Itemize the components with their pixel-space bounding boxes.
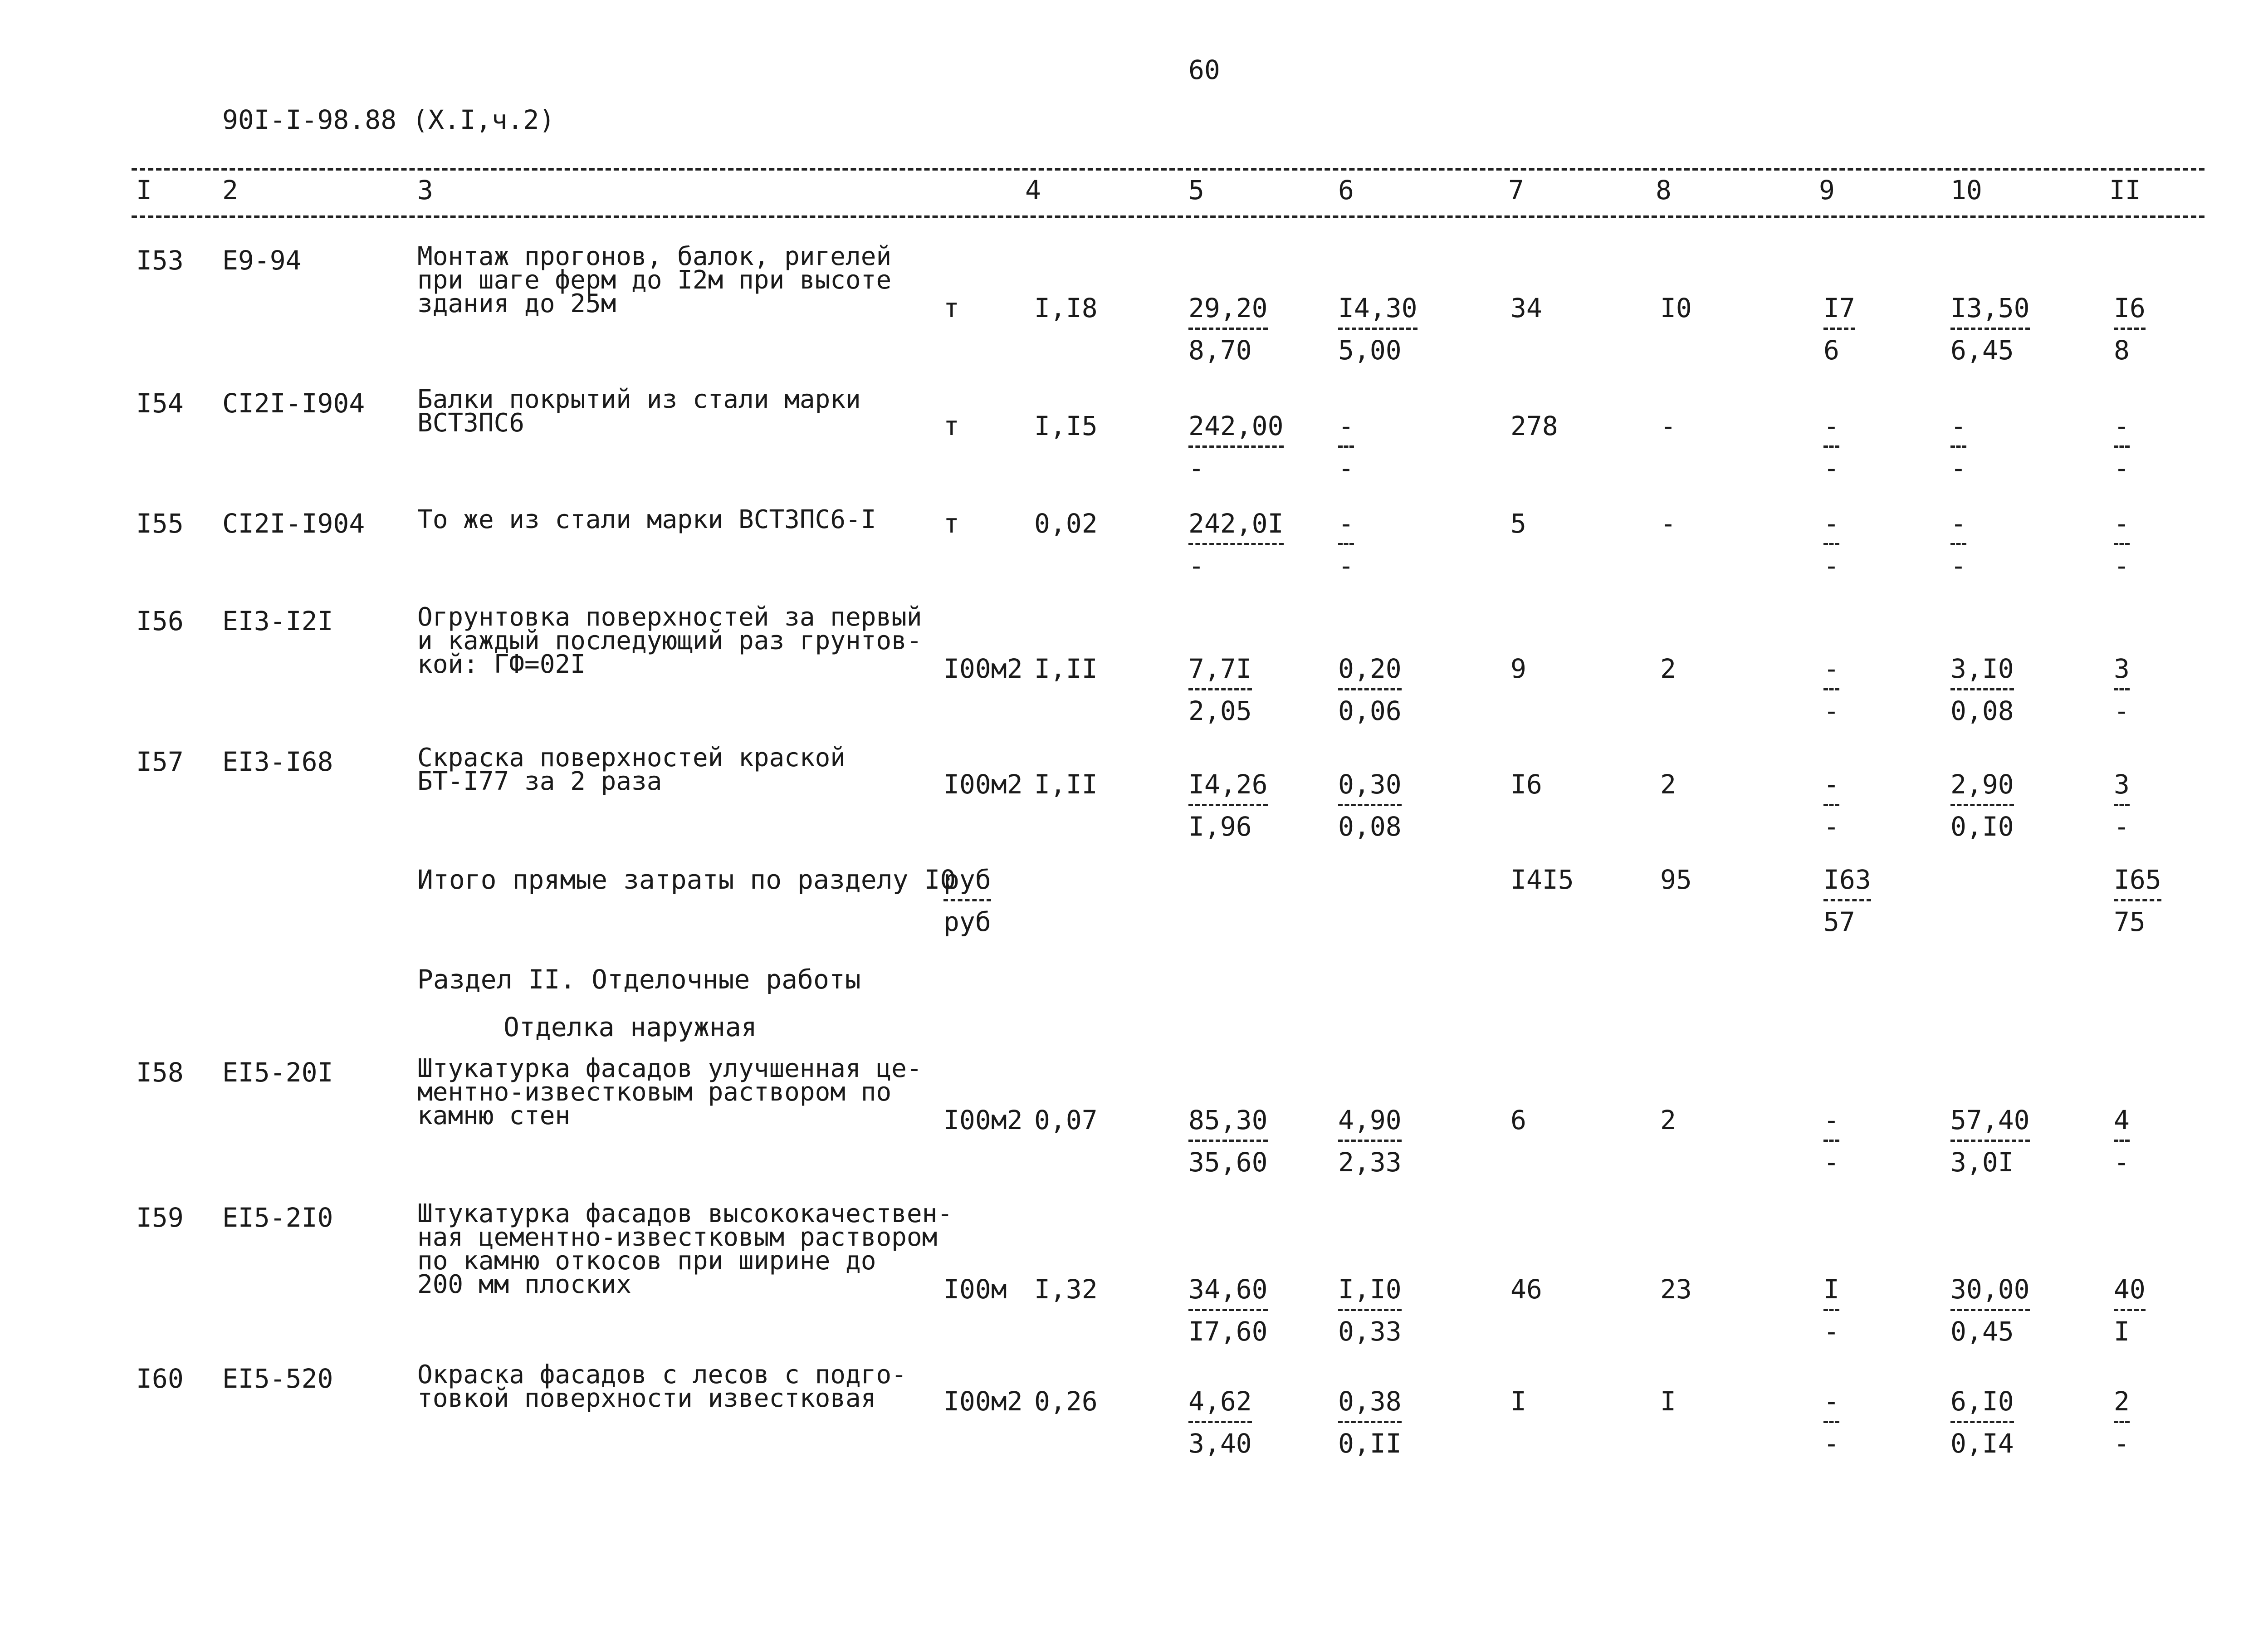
col7-value: 5 xyxy=(1510,508,1526,539)
col6-value-fraction-bar xyxy=(1338,688,1402,690)
col11-value-denominator: 8 xyxy=(2114,335,2130,366)
col5-value-numerator: 34,60 xyxy=(1188,1274,1268,1305)
col6-value xyxy=(1338,510,1438,579)
col6-value xyxy=(1338,293,1438,366)
unit: I00м2 xyxy=(943,1105,1023,1135)
row-number: I55 xyxy=(136,508,184,539)
col6-value-numerator: 4,90 xyxy=(1338,1105,1402,1135)
total-col7: I4I5 xyxy=(1510,864,1574,895)
col11-value-numerator: I6 xyxy=(2114,293,2146,323)
quantity: I,I5 xyxy=(1034,411,1098,441)
col11-value-denominator: - xyxy=(2114,550,2130,581)
col6-value-numerator: I,I0 xyxy=(1338,1274,1402,1305)
row-number: I53 xyxy=(136,245,184,276)
col6-value-denominator: 0,33 xyxy=(1338,1316,1402,1347)
col6-value-denominator: - xyxy=(1338,453,1354,484)
col9-value-denominator: - xyxy=(1823,1147,1839,1178)
col11-value-fraction-bar xyxy=(2114,688,2130,690)
col11-value-fraction-bar xyxy=(2114,1421,2130,1423)
col5-value-denominator: 8,70 xyxy=(1188,335,1252,366)
col10-value xyxy=(1950,1388,2050,1457)
col5-value-fraction-bar xyxy=(1188,804,1268,806)
col5-value xyxy=(1188,653,1288,726)
work-description: То же из стали марки ВСТ3ПС6-I xyxy=(417,505,876,534)
col11-value-numerator: 3 xyxy=(2114,769,2130,800)
col6-value-fraction-bar xyxy=(1338,543,1354,545)
col-header-4: 4 xyxy=(1025,175,1041,205)
col-header-7: 7 xyxy=(1508,175,1524,205)
col9-value xyxy=(1823,653,1878,726)
col10-value xyxy=(1950,411,2050,484)
col10-value-fraction-bar xyxy=(1950,328,2030,330)
total-col9-numerator: I63 xyxy=(1823,864,1871,895)
col9-value-numerator: I7 xyxy=(1823,293,1855,323)
col9-value-numerator: - xyxy=(1823,1105,1839,1135)
col8-value: - xyxy=(1660,411,1676,441)
col11-value xyxy=(2114,411,2168,484)
rate-code: EI5-2I0 xyxy=(222,1202,333,1233)
col6-value-numerator: I4,30 xyxy=(1338,293,1418,323)
col8-value: 2 xyxy=(1660,653,1676,684)
work-description: Окраска фасадов с лесов с подго- товкой поверхности известковая xyxy=(417,1360,907,1413)
col5-value-denominator: - xyxy=(1188,453,1204,484)
col5-value-denominator: I7,60 xyxy=(1188,1316,1268,1347)
total-col11-denominator: 75 xyxy=(2114,906,2146,937)
col9-value-fraction-bar xyxy=(1823,688,1839,690)
col5-value-fraction-bar xyxy=(1188,1421,1252,1423)
col6-value-numerator: - xyxy=(1338,411,1354,441)
col5-value-denominator: 35,60 xyxy=(1188,1147,1268,1178)
header-top-rule xyxy=(132,168,2204,171)
col10-value-denominator: 0,I4 xyxy=(1950,1428,2014,1459)
page-number: 60 xyxy=(1188,54,1220,85)
quantity: I,32 xyxy=(1034,1274,1098,1305)
col-header-9: 9 xyxy=(1819,175,1835,205)
col5-value xyxy=(1188,1388,1288,1457)
col6-value-numerator: 0,20 xyxy=(1338,653,1402,684)
row-number: I57 xyxy=(136,746,184,777)
col9-value-numerator: - xyxy=(1823,411,1839,441)
header-bottom-rule xyxy=(132,215,2204,218)
total-col8: 95 xyxy=(1660,864,1692,895)
col11-value xyxy=(2114,1276,2168,1345)
col5-value-denominator: 2,05 xyxy=(1188,695,1252,726)
col10-value-denominator: 6,45 xyxy=(1950,335,2014,366)
work-description: Монтаж прогонов, балок, ригелей при шаге ферм до I2м при высоте здания до 25м xyxy=(417,242,892,318)
col5-value-numerator: I4,26 xyxy=(1188,769,1268,800)
total-col9 xyxy=(1823,866,1887,935)
col6-value-fraction-bar xyxy=(1338,328,1418,330)
col9-value-fraction-bar xyxy=(1823,445,1839,448)
col6-value-fraction-bar xyxy=(1338,445,1354,448)
col10-value-numerator: I3,50 xyxy=(1950,293,2030,323)
col10-value-fraction-bar xyxy=(1950,543,1966,545)
col10-value-denominator: - xyxy=(1950,550,1966,581)
col6-value-denominator: - xyxy=(1338,550,1354,581)
col11-value-numerator: 3 xyxy=(2114,653,2130,684)
col9-value-numerator: I xyxy=(1823,1274,1839,1305)
col8-value: I xyxy=(1660,1386,1676,1417)
col9-value-numerator: - xyxy=(1823,1386,1839,1417)
col6-value-fraction-bar xyxy=(1338,1140,1402,1142)
col-header-11: II xyxy=(2109,175,2141,205)
col-header-1: I xyxy=(136,175,152,205)
work-description: Скраска поверхностей краской БТ-I77 за 2 раза xyxy=(417,743,846,796)
col7-value: 34 xyxy=(1510,293,1542,323)
col11-value-fraction-bar xyxy=(2114,328,2146,330)
col10-value-numerator: - xyxy=(1950,508,1966,539)
col5-value-fraction-bar xyxy=(1188,445,1284,448)
col11-value-numerator: - xyxy=(2114,508,2130,539)
col5-value xyxy=(1188,293,1288,366)
unit: т xyxy=(943,508,959,539)
section-subtitle: Отделка наружная xyxy=(503,1012,757,1042)
col6-value-denominator: 5,00 xyxy=(1338,335,1402,366)
row-number: I56 xyxy=(136,606,184,636)
total-unit-denominator: руб xyxy=(943,906,991,937)
col5-value-denominator: 3,40 xyxy=(1188,1428,1252,1459)
col5-value-fraction-bar xyxy=(1188,688,1252,690)
col6-value-denominator: 2,33 xyxy=(1338,1147,1402,1178)
col5-value-numerator: 242,00 xyxy=(1188,411,1284,441)
col10-value-numerator: 2,90 xyxy=(1950,769,2014,800)
col9-value xyxy=(1823,411,1878,484)
col6-value-fraction-bar xyxy=(1338,804,1402,806)
col11-value xyxy=(2114,771,2168,840)
col9-value-denominator: - xyxy=(1823,695,1839,726)
col9-value-denominator: - xyxy=(1823,453,1839,484)
rate-code: EI3-I68 xyxy=(222,746,333,777)
col10-value-fraction-bar xyxy=(1950,1309,2030,1311)
total-col11 xyxy=(2114,866,2177,935)
col11-value-fraction-bar xyxy=(2114,445,2130,448)
col10-value-fraction-bar xyxy=(1950,688,2014,690)
col9-value-fraction-bar xyxy=(1823,1309,1839,1311)
col5-value xyxy=(1188,1105,1288,1178)
quantity: 0,07 xyxy=(1034,1105,1098,1135)
rate-code: CI2I-I904 xyxy=(222,508,365,539)
col8-value: 23 xyxy=(1660,1274,1692,1305)
col-header-10: 10 xyxy=(1950,175,1982,205)
col11-value-fraction-bar xyxy=(2114,1140,2130,1142)
col7-value: 9 xyxy=(1510,653,1526,684)
col6-value-denominator: 0,08 xyxy=(1338,811,1402,842)
col6-value-denominator: 0,06 xyxy=(1338,695,1402,726)
col10-value-numerator: 57,40 xyxy=(1950,1105,2030,1135)
col9-value xyxy=(1823,1388,1878,1457)
col10-value-numerator: 3,I0 xyxy=(1950,653,2014,684)
col5-value-numerator: 7,7I xyxy=(1188,653,1252,684)
col6-value-numerator: 0,38 xyxy=(1338,1386,1402,1417)
col9-value-fraction-bar xyxy=(1823,328,1855,330)
col9-value xyxy=(1823,293,1878,366)
col7-value: I6 xyxy=(1510,769,1542,800)
col-header-5: 5 xyxy=(1188,175,1204,205)
col10-value xyxy=(1950,510,2050,579)
col10-value-fraction-bar xyxy=(1950,1140,2030,1142)
work-description: Штукатурка фасадов улучшенная це- ментно-известковым раствором по камню стен xyxy=(417,1054,922,1130)
row-number: I54 xyxy=(136,388,184,419)
rate-code: CI2I-I904 xyxy=(222,388,365,419)
work-description: Балки покрытий из стали марки ВСТ3ПС6 xyxy=(417,385,861,438)
doc-code: 90I-I-98.88 (X.I,ч.2) xyxy=(222,104,555,135)
col6-value xyxy=(1338,1276,1438,1345)
quantity: I,II xyxy=(1034,769,1098,800)
col11-value xyxy=(2114,510,2168,579)
col11-value-numerator: 4 xyxy=(2114,1105,2130,1135)
col5-value-fraction-bar xyxy=(1188,1140,1268,1142)
row-number: I60 xyxy=(136,1363,184,1394)
unit: т xyxy=(943,293,959,323)
quantity: I,II xyxy=(1034,653,1098,684)
col5-value xyxy=(1188,771,1288,840)
col11-value xyxy=(2114,1388,2168,1457)
quantity: 0,26 xyxy=(1034,1386,1098,1417)
rate-code: EI3-I2I xyxy=(222,606,333,636)
col11-value xyxy=(2114,653,2168,726)
col9-value xyxy=(1823,771,1878,840)
quantity: I,I8 xyxy=(1034,293,1098,323)
total-col11-fraction-bar xyxy=(2114,899,2161,901)
col10-value xyxy=(1950,293,2050,366)
col9-value-fraction-bar xyxy=(1823,1421,1839,1423)
col6-value xyxy=(1338,1388,1438,1457)
col10-value-denominator: 0,45 xyxy=(1950,1316,2014,1347)
col9-value xyxy=(1823,1105,1878,1178)
col11-value-fraction-bar xyxy=(2114,543,2130,545)
col8-value: 2 xyxy=(1660,1105,1676,1135)
col11-value-fraction-bar xyxy=(2114,804,2130,806)
col9-value xyxy=(1823,510,1878,579)
col6-value-numerator: - xyxy=(1338,508,1354,539)
total-unit xyxy=(943,866,1007,935)
col10-value-numerator: - xyxy=(1950,411,1966,441)
col10-value-fraction-bar xyxy=(1950,445,1966,448)
unit: I00м2 xyxy=(943,769,1023,800)
col11-value-denominator: - xyxy=(2114,453,2130,484)
col9-value-fraction-bar xyxy=(1823,804,1839,806)
col11-value-denominator: - xyxy=(2114,811,2130,842)
col5-value xyxy=(1188,510,1288,579)
col6-value xyxy=(1338,411,1438,484)
unit: I00м xyxy=(943,1274,1007,1305)
col7-value: I xyxy=(1510,1386,1526,1417)
rate-code: EI5-20I xyxy=(222,1057,333,1088)
total-unit-fraction-bar xyxy=(943,899,991,901)
unit: т xyxy=(943,411,959,441)
col11-value-numerator: 40 xyxy=(2114,1274,2146,1305)
col5-value-fraction-bar xyxy=(1188,543,1284,545)
col11-value-denominator: - xyxy=(2114,695,2130,726)
col11-value-numerator: 2 xyxy=(2114,1386,2130,1417)
col11-value-denominator: - xyxy=(2114,1428,2130,1459)
col5-value-denominator: I,96 xyxy=(1188,811,1252,842)
col9-value-denominator: 6 xyxy=(1823,335,1839,366)
col11-value-denominator: - xyxy=(2114,1147,2130,1178)
quantity: 0,02 xyxy=(1034,508,1098,539)
col-header-2: 2 xyxy=(222,175,238,205)
work-description: Штукатурка фасадов высококачествен- ная цементно-известковым раствором по камню откосов при ширине до 200 мм плоских xyxy=(417,1199,953,1299)
row-number: I58 xyxy=(136,1057,184,1088)
col9-value-fraction-bar xyxy=(1823,1140,1839,1142)
col5-value-fraction-bar xyxy=(1188,1309,1268,1311)
col7-value: 278 xyxy=(1510,411,1558,441)
col5-value xyxy=(1188,1276,1288,1345)
col9-value-numerator: - xyxy=(1823,653,1839,684)
unit: I00м2 xyxy=(943,1386,1023,1417)
col6-value xyxy=(1338,771,1438,840)
col5-value-fraction-bar xyxy=(1188,328,1268,330)
col6-value-fraction-bar xyxy=(1338,1421,1402,1423)
col6-value-denominator: 0,II xyxy=(1338,1428,1402,1459)
col9-value-denominator: - xyxy=(1823,550,1839,581)
unit: I00м2 xyxy=(943,653,1023,684)
col9-value-fraction-bar xyxy=(1823,543,1839,545)
col10-value xyxy=(1950,653,2050,726)
rate-code: EI5-520 xyxy=(222,1363,333,1394)
col11-value xyxy=(2114,1105,2168,1178)
col-header-3: 3 xyxy=(417,175,433,205)
col5-value-numerator: 242,0I xyxy=(1188,508,1284,539)
col10-value-denominator: 0,I0 xyxy=(1950,811,2014,842)
col7-value: 46 xyxy=(1510,1274,1542,1305)
col10-value xyxy=(1950,771,2050,840)
row-number: I59 xyxy=(136,1202,184,1233)
col5-value-numerator: 4,62 xyxy=(1188,1386,1252,1417)
col10-value-fraction-bar xyxy=(1950,804,2014,806)
col11-value-fraction-bar xyxy=(2114,1309,2146,1311)
total-col11-numerator: I65 xyxy=(2114,864,2161,895)
col9-value-denominator: - xyxy=(1823,811,1839,842)
col11-value-numerator: - xyxy=(2114,411,2130,441)
total-col9-fraction-bar xyxy=(1823,899,1871,901)
col11-value-denominator: I xyxy=(2114,1316,2130,1347)
col6-value xyxy=(1338,653,1438,726)
col5-value-numerator: 29,20 xyxy=(1188,293,1268,323)
col9-value-denominator: - xyxy=(1823,1428,1839,1459)
col5-value-denominator: - xyxy=(1188,550,1204,581)
col6-value xyxy=(1338,1105,1438,1178)
col7-value: 6 xyxy=(1510,1105,1526,1135)
col8-value: I0 xyxy=(1660,293,1692,323)
rate-code: E9-94 xyxy=(222,245,302,276)
col10-value xyxy=(1950,1276,2050,1345)
col10-value-fraction-bar xyxy=(1950,1421,2014,1423)
col6-value-numerator: 0,30 xyxy=(1338,769,1402,800)
col8-value: 2 xyxy=(1660,769,1676,800)
total-col9-denominator: 57 xyxy=(1823,906,1855,937)
col9-value-numerator: - xyxy=(1823,508,1839,539)
total-unit-numerator: руб xyxy=(943,864,991,895)
col10-value-denominator: 0,08 xyxy=(1950,695,2014,726)
work-description: Огрунтовка поверхностей за первый и каждый последующий раз грунтов- кой: ГФ=02I xyxy=(417,602,922,679)
col10-value xyxy=(1950,1105,2050,1178)
col10-value-numerator: 30,00 xyxy=(1950,1274,2030,1305)
col9-value-denominator: - xyxy=(1823,1316,1839,1347)
col10-value-denominator: - xyxy=(1950,453,1966,484)
col11-value xyxy=(2114,293,2168,366)
total-label: Итого прямые затраты по разделу I0 xyxy=(417,864,956,895)
col-header-8: 8 xyxy=(1656,175,1672,205)
col6-value-fraction-bar xyxy=(1338,1309,1402,1311)
col10-value-denominator: 3,0I xyxy=(1950,1147,2014,1178)
col9-value-numerator: - xyxy=(1823,769,1839,800)
section-title: Раздел II. Отделочные работы xyxy=(417,964,861,995)
col5-value xyxy=(1188,411,1288,484)
col9-value xyxy=(1823,1276,1878,1345)
col-header-6: 6 xyxy=(1338,175,1354,205)
col8-value: - xyxy=(1660,508,1676,539)
col10-value-numerator: 6,I0 xyxy=(1950,1386,2014,1417)
col5-value-numerator: 85,30 xyxy=(1188,1105,1268,1135)
